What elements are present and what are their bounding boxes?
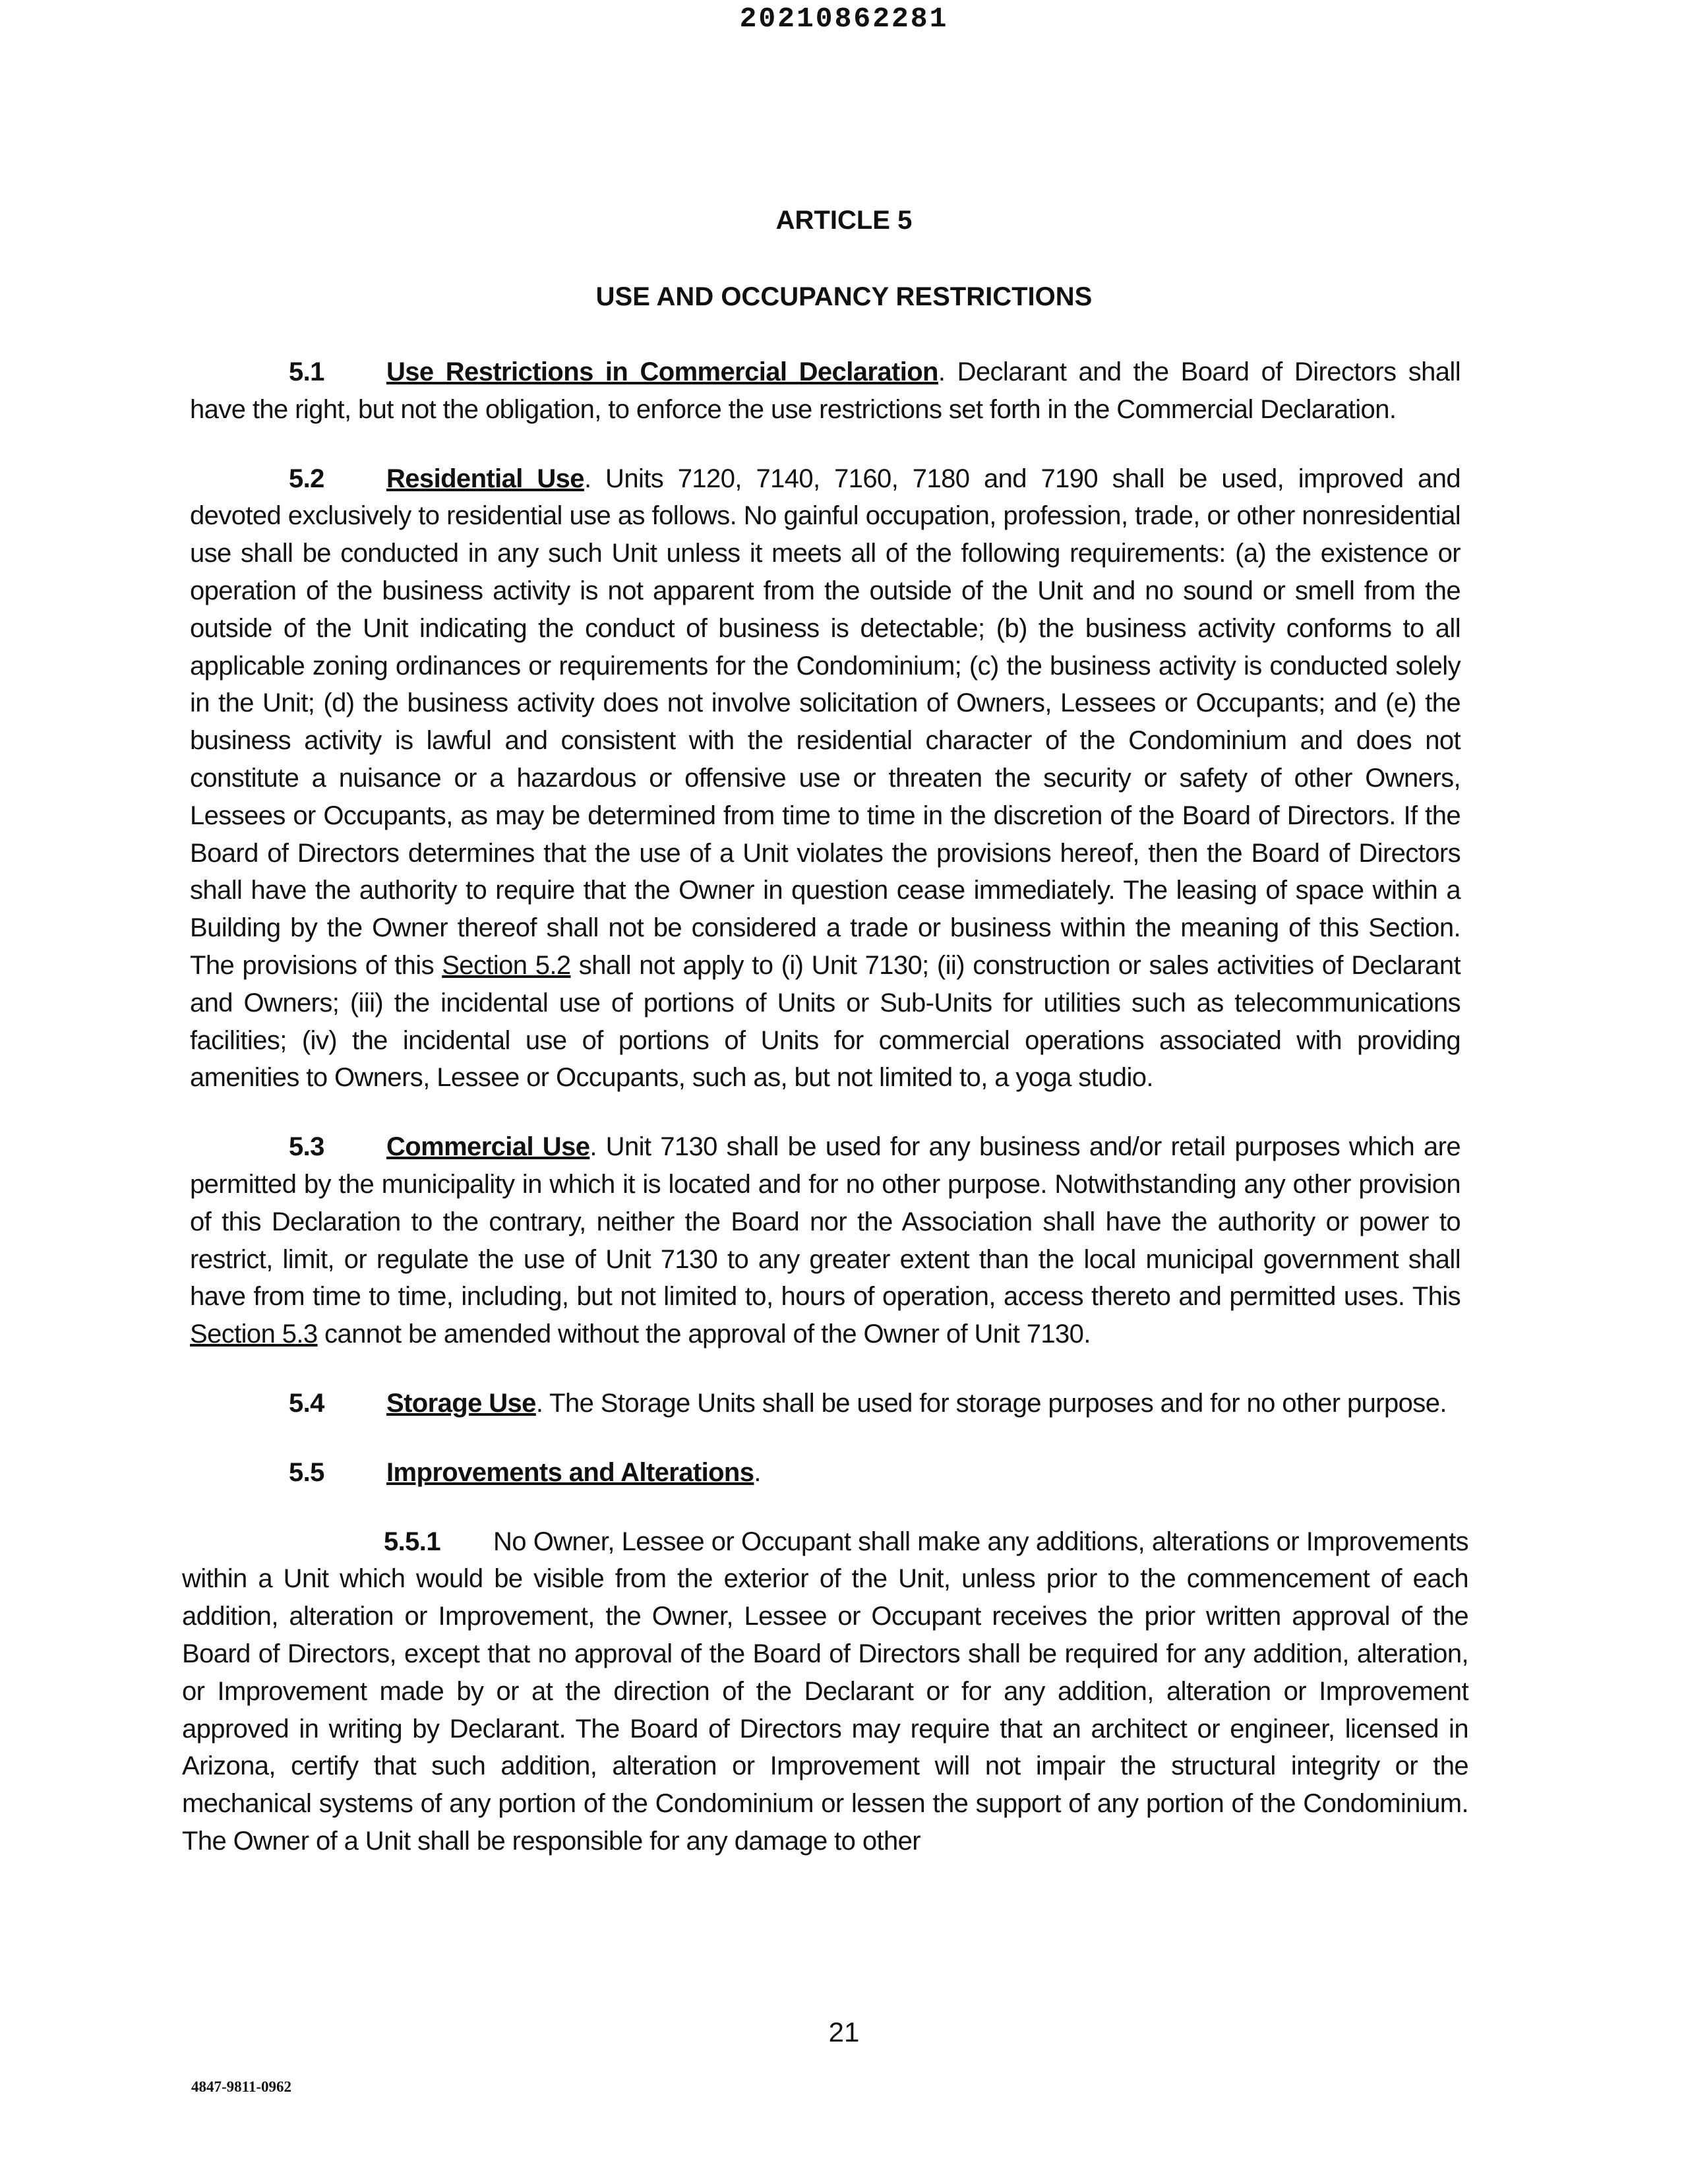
body-text [182, 353, 1468, 1892]
section-paragraph [190, 353, 1461, 429]
section-paragraph [190, 1454, 1461, 1492]
section-reference: Section 5.3 [190, 1320, 318, 1349]
section-number: 5.3 [289, 1132, 324, 1162]
section-5-4 [190, 1385, 1461, 1422]
section-text: . Declarant and the Board of Directors shall have the right, but not the obligation, to enforce the use restrictions set forth in the Commercial Declaration. [190, 357, 1461, 424]
section-text-continued: cannot be amended without the approval of the Owner of Unit 7130. [317, 1320, 1091, 1349]
section-heading: Use Restrictions in Commercial Declaration [386, 357, 938, 386]
section-5-1 [190, 353, 1461, 429]
subsection-text: No Owner, Lessee or Occupant shall make any additions, alterations or Improvements within a Unit which would be visible from the exterior of the Unit, unless prior to the commencement of each addition, alteration or Improvement, the Owner, Lessee or Occupant receives the prior written approval of the Board of Directors, except that no approval of the Board of Directors shall be required for any addition, alteration, or Improvement made by or at the direction of the Declarant or for any addition, alteration or Improvement approved in writing by Declarant. The Board of Directors may require that an architect or engineer, licensed in Arizona, certify that such addition, alteration or Improvement will not impair the structural integrity or the mechanical systems of any portion of the Condominium or lessen the support of any portion of the Condominium. The Owner of a Unit shall be responsible for any damage to other [182, 1527, 1468, 1856]
section-heading: Improvements and Alterations [386, 1457, 754, 1487]
section-number: 5.5 [289, 1457, 324, 1487]
section-text-continued: shall not apply to (i) Unit 7130; (ii) construction or sales activities of Declarant and Owners; (iii) the incidental use of portions of Units or Sub-Units for utilities such as telecommunications facilities; (iv) the incidental use of portions of Units for commercial operations associated with providing amenities to Owners, Lessee or Occupants, such as, but not limited to, a yoga studio. [190, 950, 1461, 1093]
subsection-number: 5.5.1 [384, 1527, 440, 1556]
subsection-paragraph [182, 1523, 1468, 1860]
section-5-2 [190, 460, 1461, 1097]
section-text: . Units 7120, 7140, 7160, 7180 and 7190 shall be used, improved and devoted exclusively to residential use as follows. No gainful occupation, profession, trade, or other nonresidential use shall be conducted in any such Unit unless it meets all of the following requirements: (a) the existence or operation of the business activity is not apparent from the outside of the Unit and no sound or smell from the outside of the Unit indicating the conduct of business is detectable; (b) the business activity conforms to all applicable zoning ordinances or requirements for the Condominium; (c) the business activity is conducted solely in the Unit; (d) the business activity does not involve solicitation of Owners, Lessees or Occupants; and (e) the business activity is lawful and consistent with the residential character of the Condominium and does not constitute a nuisance or a hazardous or offensive use or threaten the security or safety of other Owners, Lessees or Occupants, as may be determined from time to time in the discretion of the Board of Directors. If the Board of Directors determines that the use of a Unit violates the provisions hereof, then the Board of Directors shall have the authority to require that the Owner in question cease immediately. The leasing of space within a Building by the Owner thereof shall not be considered a trade or business within the meaning of this Section. The provisions of this [190, 464, 1461, 980]
section-number: 5.1 [289, 357, 324, 386]
section-paragraph [190, 460, 1461, 1097]
section-text: . Unit 7130 shall be used for any business and/or retail purposes which are permitted by the municipality in which it is located and for no other purpose. Notwithstanding any other provision of this Declaration to the contrary, neither the Board nor the Association shall have the authority or power to restrict, limit, or regulate the use of Unit 7130 to any greater extent than the local municipal government shall have from time to time, including, but not limited to, hours of operation, access thereto and permitted uses. This [190, 1132, 1461, 1312]
section-text: . The Storage Units shall be used for storage purposes and for no other purpose. [535, 1388, 1447, 1418]
section-reference: Section 5.2 [442, 950, 571, 980]
article-title: ARTICLE 5 [775, 206, 913, 235]
page-number: 21 [828, 2017, 860, 2048]
subsection-5-5-1 [182, 1523, 1468, 1860]
section-5-5 [190, 1454, 1461, 1492]
section-heading: Storage Use [386, 1388, 536, 1418]
section-heading: Residential Use [386, 464, 584, 493]
section-5-3 [190, 1128, 1461, 1353]
section-number: 5.2 [289, 464, 324, 493]
recording-number: 20210862281 [739, 3, 949, 35]
section-heading: Commercial Use [386, 1132, 590, 1162]
section-paragraph [190, 1385, 1461, 1422]
article-subtitle: USE AND OCCUPANCY RESTRICTIONS [595, 282, 1093, 311]
section-paragraph [190, 1128, 1461, 1353]
document-id: 4847-9811-0962 [191, 2078, 292, 2095]
section-text: . [754, 1457, 761, 1487]
section-number: 5.4 [289, 1388, 324, 1418]
